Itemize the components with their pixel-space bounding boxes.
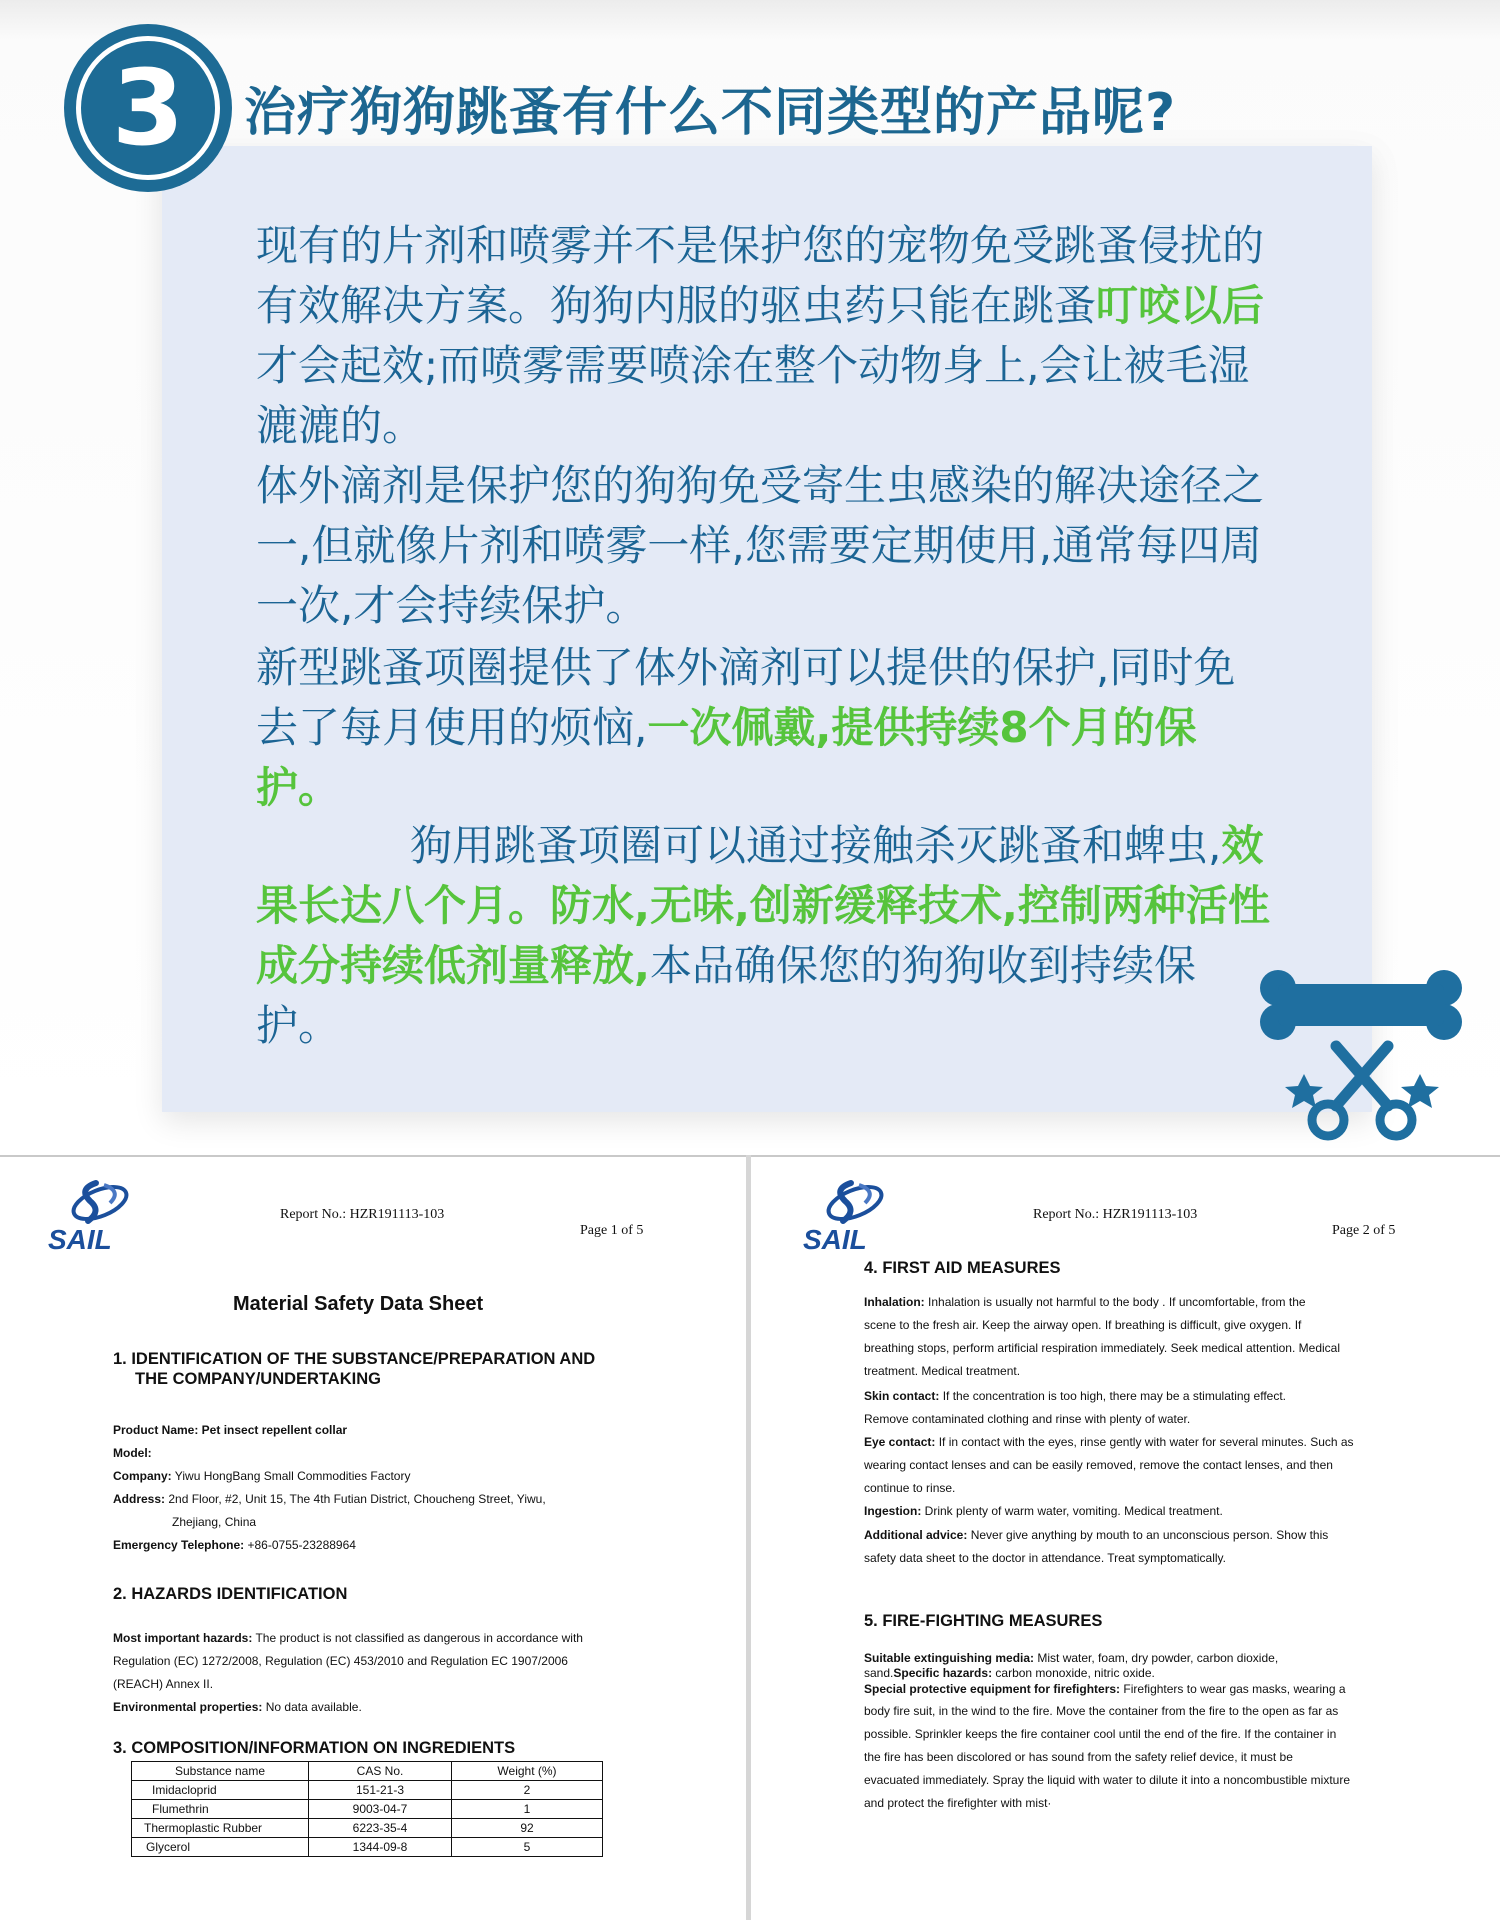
protective-equipment-line-4: the fire has been discolored or has sound from the safety relief device, it must be — [864, 1750, 1293, 1764]
table-cell: 1 — [452, 1800, 603, 1819]
sail-logo-icon — [44, 1175, 154, 1255]
msds-page-2 — [751, 1157, 1500, 1920]
address-line: Address: 2nd Floor, #2, Unit 15, The 4th Futian District, Choucheng Street, Yiwu, — [113, 1492, 546, 1506]
table-cell: 9003-04-7 — [309, 1800, 452, 1819]
inhalation-line-2: scene to the fresh air. Keep the airway open. If breathing is difficult, give oxygen. If — [864, 1318, 1302, 1332]
hazards-line-2: Regulation (EC) 1272/2008, Regulation (EC) 453/2010 and Regulation EC 1907/2006 — [113, 1654, 568, 1668]
ingestion-line: Ingestion: Drink plenty of warm water, vomiting. Medical treatment. — [864, 1504, 1223, 1518]
document-title: Material Safety Data Sheet — [233, 1293, 484, 1315]
paragraph-1: 现有的片剂和喷雾并不是保护您的宠物免受跳蚤侵扰的有效解决方案。狗狗内服的驱虫药只能在跳蚤叮咬以后才会起效;而喷雾需要喷涂在整个动物身上,会让被毛湿漉漉的。 — [256, 221, 1265, 450]
msds-page-1 — [0, 1157, 746, 1920]
table-header: CAS No. — [309, 1762, 452, 1781]
inhalation-line-3: breathing stops, perform artificial respiration immediately. Seek medical attention. Medical — [864, 1341, 1340, 1355]
sail-logo-icon — [799, 1175, 909, 1255]
company-line: Company: Yiwu HongBang Small Commodities Factory — [113, 1469, 411, 1483]
protective-equipment-line-6: and protect the firefighter with mist· — [864, 1796, 1052, 1810]
table-header: Weight (%) — [452, 1762, 603, 1781]
paragraph-3: 新型跳蚤项圈提供了体外滴剂可以提供的保护,同时免去了每月使用的烦恼,一次佩戴,提供持续8个月的保护。 — [256, 643, 1236, 812]
table-cell: 151-21-3 — [309, 1781, 452, 1800]
section-title: 治疗狗狗跳蚤有什么不同类型的产品呢? — [244, 83, 1177, 143]
table-row — [132, 1819, 603, 1838]
table-row — [132, 1781, 603, 1800]
table-header: Substance name — [132, 1762, 309, 1781]
table-cell: 92 — [452, 1819, 603, 1838]
table-row — [132, 1800, 603, 1819]
section-2-heading: 2. HAZARDS IDENTIFICATION — [113, 1585, 348, 1603]
paragraph-4: 狗用跳蚤项圈可以通过接触杀灭跳蚤和蜱虫,效果长达八个月。防水,无味,创新缓释技术,控制两种活性成分持续低剂量释放,本品确保您的狗狗收到持续保护。 — [256, 821, 1270, 1050]
additional-advice-line-1: Additional advice: Never give anything by mouth to an unconscious person. Show this — [864, 1528, 1329, 1542]
inhalation-line-4: treatment. Medical treatment. — [864, 1364, 1021, 1378]
skin-contact-line-2: Remove contaminated clothing and rinse with plenty of water. — [864, 1412, 1191, 1426]
hazards-line-1: Most important hazards: The product is not classified as dangerous in accordance with — [113, 1631, 583, 1645]
environmental-properties: Environmental properties: No data available. — [113, 1700, 362, 1714]
report-number: Report No.: HZR191113-103 — [280, 1207, 445, 1222]
table-cell: 1344-09-8 — [309, 1838, 452, 1857]
eye-contact-line-1: Eye contact: If in contact with the eyes, rinse gently with water for several minutes. Such as — [864, 1435, 1354, 1449]
section-number-badge — [64, 24, 232, 192]
section-1-heading: 1. IDENTIFICATION OF THE SUBSTANCE/PREPARATION AND — [113, 1350, 596, 1368]
address-line-2: Zhejiang, China — [172, 1515, 257, 1529]
page-number: Page 1 of 5 — [580, 1223, 644, 1238]
protective-equipment-line-3: possible. Sprinkler keeps the fire container cool until the end of the fire. If the container in — [864, 1727, 1337, 1741]
eye-contact-line-3: continue to rinse. — [864, 1481, 956, 1495]
table-cell: 2 — [452, 1781, 603, 1800]
svg-text:SAIL: SAIL — [48, 1224, 112, 1255]
section-3-heading: 3. COMPOSITION/INFORMATION ON INGREDIENTS — [113, 1739, 516, 1757]
emergency-telephone: Emergency Telephone: +86-0755-23288964 — [113, 1538, 356, 1552]
section-5-heading: 5. FIRE-FIGHTING MEASURES — [864, 1612, 1103, 1630]
extinguishing-media-line-1: Suitable extinguishing media: Mist water, foam, dry powder, carbon dioxide, — [864, 1651, 1279, 1665]
bone-scissors-icon — [1256, 966, 1466, 1146]
paragraph-2: 体外滴剂是保护您的狗狗免受寄生虫感染的解决途径之一,但就像片剂和喷雾一样,您需要定期使用,通常每四周一次,才会持续保护。 — [256, 461, 1265, 630]
protective-equipment-line-2: body fire suit, in the wind to the fire. Move the container from the fire to the open as far as — [864, 1704, 1339, 1718]
top-shadow — [0, 0, 1500, 40]
protective-equipment-line-5: evacuated immediately. Spray the liquid with water to dilute it into a noncombustible mixture — [864, 1773, 1351, 1787]
model-label: Model: — [113, 1446, 152, 1460]
page-number: Page 2 of 5 — [1332, 1223, 1396, 1238]
section-number: 3 — [76, 36, 220, 180]
eye-contact-line-2: wearing contact lenses and can be easily removed, remove the contact lenses, and then — [864, 1458, 1333, 1472]
table-cell: Imidacloprid — [132, 1781, 309, 1800]
protective-equipment-line-1: Special protective equipment for firefighters: Firefighters to wear gas masks, wearing a — [864, 1682, 1346, 1696]
table-cell: Thermoplastic Rubber — [132, 1819, 309, 1838]
report-number: Report No.: HZR191113-103 — [1033, 1207, 1198, 1222]
svg-text:SAIL: SAIL — [803, 1224, 867, 1255]
table-cell: 5 — [452, 1838, 603, 1857]
section-4-heading: 4. FIRST AID MEASURES — [864, 1259, 1061, 1277]
table-cell: 6223-35-4 — [309, 1819, 452, 1838]
table-cell: Flumethrin — [132, 1800, 309, 1819]
hazards-line-3: (REACH) Annex II. — [113, 1677, 214, 1691]
skin-contact-line-1: Skin contact: If the concentration is too high, there may be a stimulating effect. — [864, 1389, 1287, 1403]
section-1-heading-2: THE COMPANY/UNDERTAKING — [135, 1370, 381, 1388]
inhalation-line-1: Inhalation: Inhalation is usually not harmful to the body . If uncomfortable, from the — [864, 1295, 1306, 1309]
ingredients-table — [131, 1761, 603, 1857]
product-name: Product Name: Pet insect repellent collar — [113, 1423, 348, 1437]
table-row — [132, 1838, 603, 1857]
extinguishing-media-line-2: sand.Specific hazards: carbon monoxide, nitric oxide. — [864, 1666, 1155, 1680]
table-header-row — [132, 1762, 603, 1781]
table-cell: Glycerol — [132, 1838, 309, 1857]
additional-advice-line-2: safety data sheet to the doctor in attendance. Treat symptomatically. — [864, 1551, 1226, 1565]
